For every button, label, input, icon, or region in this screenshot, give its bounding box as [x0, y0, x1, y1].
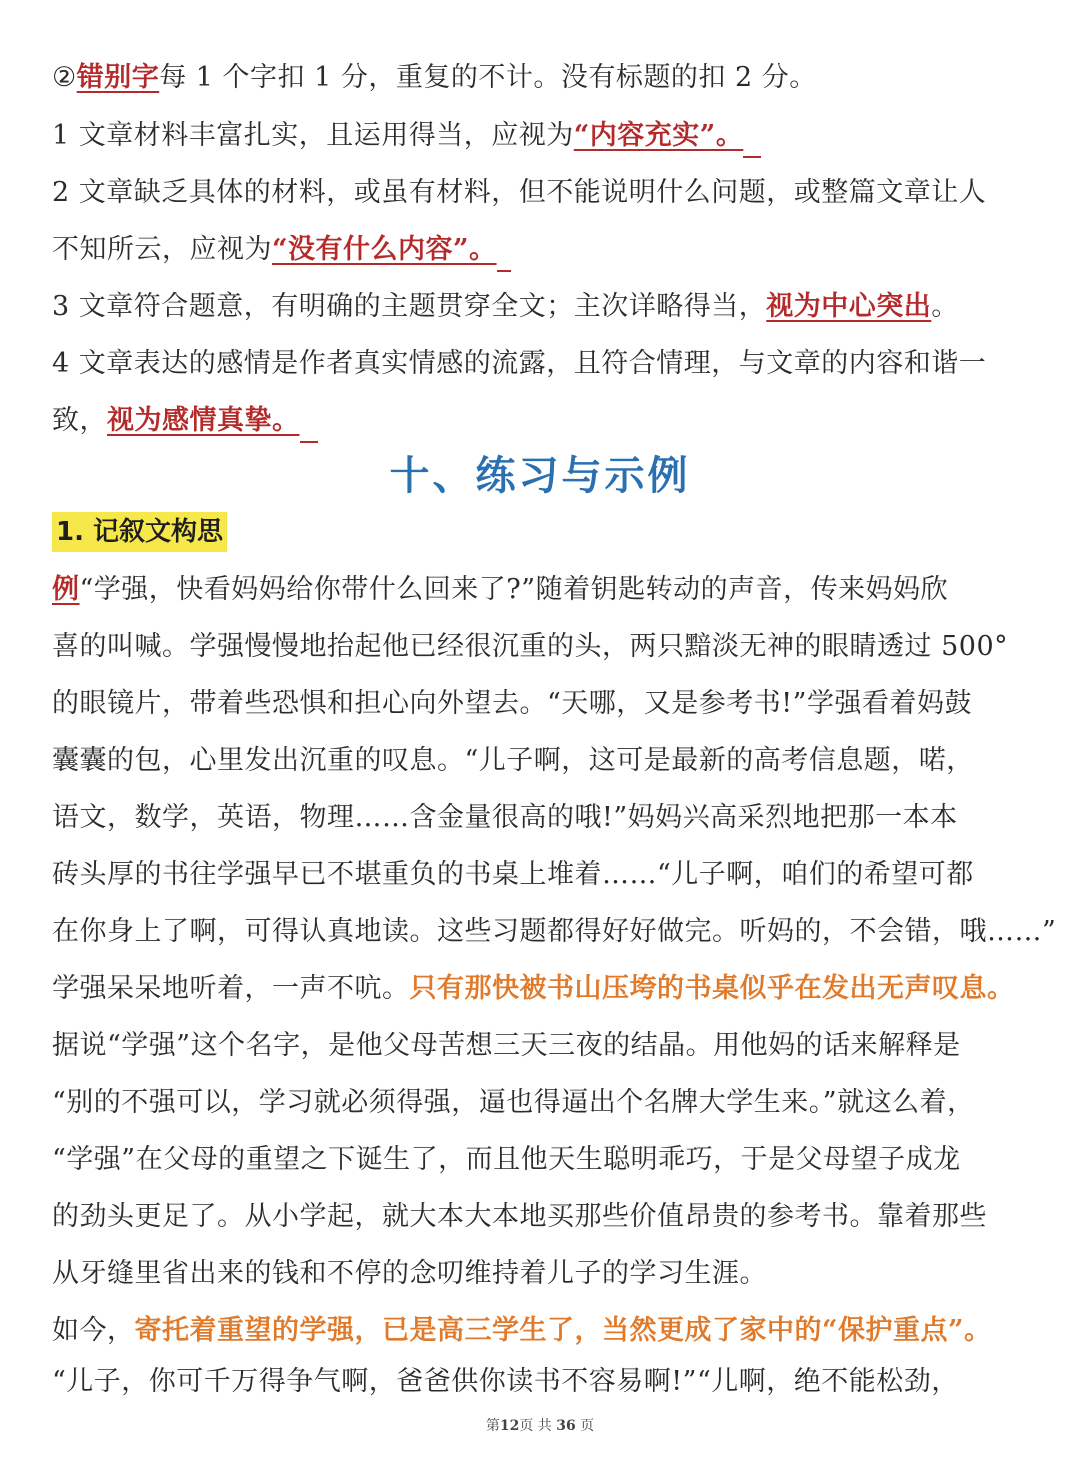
item-2-line-2	[52, 230, 511, 272]
example-line-14	[52, 1311, 992, 1351]
example-line-8	[52, 969, 1015, 1009]
example-text-10: “别的不强可以，学习就必须得强，逼也得逼出个名牌大学生来。”就这么着，	[52, 1087, 975, 1118]
example-line-10	[52, 1083, 975, 1123]
item-2-line-1	[52, 173, 986, 213]
item-3-text: 3 文章符合题意，有明确的主题贯穿全文；主次详略得当，	[52, 291, 767, 322]
footer-suffix: 页	[580, 1418, 595, 1434]
example-highlight-2: 寄托着重望的学强，已是高三学生了，当然更成了家中的“保护重点”。	[134, 1315, 992, 1346]
rule-2-text: 每 1 个字扣 1 分，重复的不计。没有标题的扣 2 分。	[159, 62, 817, 93]
circled-number-2: ②	[52, 62, 77, 93]
section-subtitle: 1. 记叙文构思	[52, 512, 227, 552]
item-2-text-2: 不知所云，应视为	[52, 234, 272, 265]
example-label: 例	[52, 574, 80, 605]
item-4-text-1: 4 文章表达的感情是作者真实情感的流露，且符合情理，与文章的内容和谐一	[52, 348, 987, 379]
footer-prefix: 第	[485, 1418, 500, 1434]
example-line-15	[52, 1362, 959, 1402]
footer-middle: 页 共	[519, 1418, 552, 1434]
example-text-11: “学强”在父母的重望之下诞生了，而且他天生聪明乖巧，于是父母望子成龙	[52, 1144, 961, 1175]
item-3-keyword: 视为中心突出	[766, 291, 932, 322]
example-highlight-1: 只有那快被书山压垮的书桌似乎在发出无声叹息。	[409, 973, 1015, 1004]
total-page-count: 36	[556, 1418, 576, 1434]
example-line-11	[52, 1140, 961, 1180]
current-page-number: 12	[499, 1418, 520, 1434]
example-line-4	[52, 741, 974, 781]
example-text-9: 据说“学强”这个名字，是他父母苦想三天三夜的结晶。用他妈的话来解释是	[52, 1030, 961, 1061]
example-text-3: 的眼镜片，带着些恐惧和担心向外望去。“天哪，又是参考书!”学强看着妈鼓	[52, 688, 972, 719]
example-text-8: 学强呆呆地听着，一声不吭。	[52, 973, 410, 1004]
item-1-keyword: “内容充实”。	[573, 120, 744, 151]
item-3-end: 。	[931, 291, 959, 322]
example-text-5: 语文，数学，英语，物理……含金量很高的哦!”妈妈兴高采烈地把那一本本	[52, 802, 958, 833]
item-2-text-1: 2 文章缺乏具体的材料，或虽有材料，但不能说明什么问题，或整篇文章让人	[52, 177, 987, 208]
example-line-7	[52, 912, 1056, 952]
item-4-line-2	[52, 401, 318, 443]
underline-extension	[497, 230, 511, 272]
example-line-2	[52, 627, 1008, 667]
example-line-12	[52, 1197, 987, 1237]
example-line-13	[52, 1254, 767, 1294]
item-3-line	[52, 287, 959, 327]
rule-2-keyword: 错别字	[76, 62, 160, 93]
underline-extension	[743, 116, 761, 158]
example-line-6	[52, 855, 974, 895]
example-line-9	[52, 1026, 961, 1066]
example-text-14: 如今，	[52, 1315, 135, 1346]
item-2-keyword: “没有什么内容”。	[272, 234, 497, 265]
example-line-5	[52, 798, 958, 838]
item-4-text-2: 致，	[52, 405, 107, 436]
example-text-4: 囊囊的包，心里发出沉重的叹息。“儿子啊，这可是最新的高考信息题，喏，	[52, 745, 974, 776]
example-text-12: 的劲头更足了。从小学起，就大本大本地买那些价值昂贵的参考书。靠着那些	[52, 1201, 987, 1232]
section-title: 十、练习与示例	[389, 453, 691, 499]
item-4-line-1	[52, 344, 986, 384]
example-line-3	[52, 684, 972, 724]
item-1-line	[52, 116, 761, 158]
example-text-13: 从牙缝里省出来的钱和不停的念叨维持着儿子的学习生涯。	[52, 1258, 767, 1289]
item-4-keyword: 视为感情真挚。	[107, 405, 300, 436]
example-text-6: 砖头厚的书往学强早已不堪重负的书桌上堆着……“儿子啊，咱们的希望可都	[52, 859, 974, 890]
page-footer	[0, 1416, 1080, 1436]
example-text-2: 喜的叫喊。学强慢慢地抬起他已经很沉重的头，两只黯淡无神的眼睛透过 500°	[52, 631, 1009, 662]
item-1-text: 1 文章材料丰富扎实，且运用得当，应视为	[52, 120, 574, 151]
example-text-1: “学强，快看妈妈给你带什么回来了?”随着钥匙转动的声音，传来妈妈欣	[79, 574, 949, 605]
rule-2-line	[52, 58, 817, 98]
example-text-7: 在你身上了啊，可得认真地读。这些习题都得好好做完。听妈的，不会错，哦……”	[52, 916, 1057, 947]
underline-extension	[300, 401, 318, 443]
example-line-1	[52, 570, 948, 610]
example-text-15: “儿子，你可千万得争气啊，爸爸供你读书不容易啊!”“儿啊，绝不能松劲，	[52, 1366, 959, 1397]
